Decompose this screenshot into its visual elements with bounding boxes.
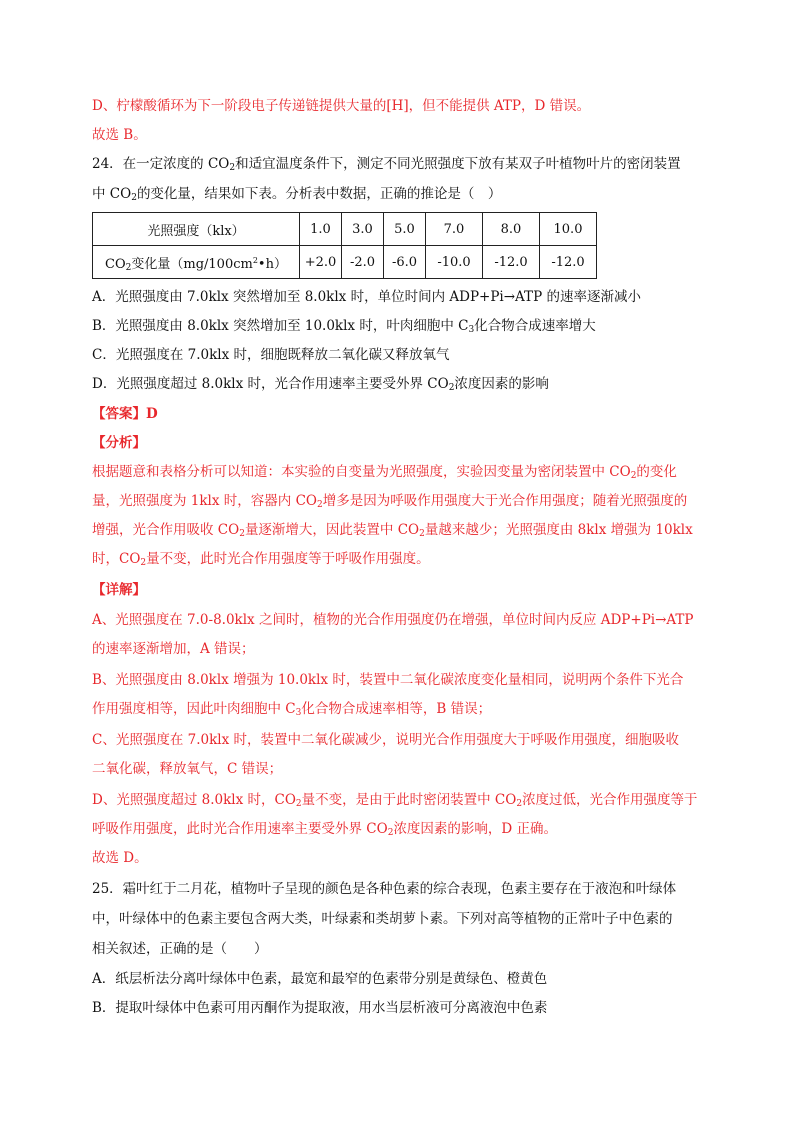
q24-analysis-line4: 时，$CO_2$量不变，此时光合作用强度等于呼吸作用强度。 xyxy=(92,551,430,568)
table-cell: 8.0 xyxy=(483,213,540,246)
table-cell: +2.0 xyxy=(300,246,342,279)
table-row1-label: 光照强度（klx） xyxy=(93,213,300,246)
q24-detail-c1: C、光照强度在 7.0klx 时，装置中二氧化碳减少，说明光合作用强度大于呼吸作用强度，细胞吸收 xyxy=(92,732,679,748)
q24-detail-a1: A、光照强度在 7.0-8.0klx 之间时，植物的光合作用强度仍在增强，单位时间内反应 ADP+Pi→ATP xyxy=(92,612,694,628)
q24-analysis-line1: 根据题意和表格分析可以知道：本实验的自变量为光照强度，实验因变量为密闭装置中 $CO_2$的变化 xyxy=(92,464,677,481)
table-row xyxy=(93,213,597,246)
table-cell: -10.0 xyxy=(426,246,483,279)
q24-detail-b2: 作用强度相等，因此叶肉细胞中 $C_3$化合物合成速率相等，B 错误； xyxy=(92,701,492,718)
q24-detail-d2: 呼吸作用强度，此时光合作用速率主要受外界 $CO_2$浓度因素的影响，D 正确。 xyxy=(92,821,558,838)
table-cell: 1.0 xyxy=(300,213,342,246)
q25-stem-line3: 相关叙述，正确的是（ ） xyxy=(92,941,268,957)
q24-answer: 【答案】D xyxy=(92,406,158,422)
q25-option-a: A．纸层析法分离叶绿体中色素，最宽和最窄的色素带分别是黄绿色、橙黄色 xyxy=(92,971,548,987)
q24-option-b: B．光照强度由 8.0klx 突然增加至 10.0klx 时，叶肉细胞中 $C_3$化合物合成速率增大 xyxy=(92,318,596,335)
q24-detail-c2: 二氧化碳，释放氧气，C 错误； xyxy=(92,761,283,777)
q24-analysis-title: 【分析】 xyxy=(92,435,146,451)
prev-option-d: D、柠檬酸循环为下一阶段电子传递链提供大量的[H]，但不能提供 ATP，D 错误。 xyxy=(92,98,591,114)
q24-option-c: C．光照强度在 7.0klx 时，细胞既释放二氧化碳又释放氧气 xyxy=(92,347,450,363)
q24-analysis-line3: 增强，光合作用吸收 $CO_2$量逐渐增大，因此装置中 $CO_2$量越来越少；光照强度由 8klx 增强为 10klx xyxy=(92,522,693,539)
table-cell: -6.0 xyxy=(384,246,426,279)
q24-detail-d1: D、光照强度超过 8.0klx 时，$CO_2$量不变，是由于此时密闭装置中 $CO_2$浓度过低，光合作用强度等于 xyxy=(92,792,698,809)
table-cell: 3.0 xyxy=(342,213,384,246)
q25-stem-line2: 中，叶绿体中的色素主要包含两大类，叶绿素和类胡萝卜素。下列对高等植物的正常叶子中色素的 xyxy=(92,911,673,927)
q24-stem-line1: 24．在一定浓度的 $CO_2$和适宜温度条件下，测定不同光照强度下放有某双子叶植物叶片的密闭装置 xyxy=(92,156,681,173)
q24-option-a: A．光照强度由 7.0klx 突然增加至 8.0klx 时，单位时间内 ADP+Pi→ATP 的速率逐渐减小 xyxy=(92,289,641,305)
q24-data-table xyxy=(92,212,597,279)
q24-stem-line2: 中 $CO_2$的变化量，结果如下表。分析表中数据，正确的推论是（ ） xyxy=(92,186,502,203)
table-cell: 7.0 xyxy=(426,213,483,246)
q24-analysis-line2: 量，光照强度为 1klx 时，容器内 $CO_2$增多是因为呼吸作用强度大于光合作用强度；随着光照强度的 xyxy=(92,493,688,510)
q24-conclusion: 故选 D。 xyxy=(92,850,148,866)
table-cell: 10.0 xyxy=(540,213,597,246)
q25-stem-line1: 25．霜叶红于二月花，植物叶子呈现的颜色是各种色素的综合表现，色素主要存在于液泡和叶绿体 xyxy=(92,881,677,897)
q24-detail-b1: B、光照强度由 8.0klx 增强为 10.0klx 时，装置中二氧化碳浓度变化量相同，说明两个条件下光合 xyxy=(92,672,684,688)
table-cell: -2.0 xyxy=(342,246,384,279)
table-cell: -12.0 xyxy=(540,246,597,279)
table-row xyxy=(93,246,597,279)
q24-detail-a2: 的速率逐渐增加，A 错误； xyxy=(92,641,255,657)
q24-detail-title: 【详解】 xyxy=(92,582,146,598)
q24-option-d: D．光照强度超过 8.0klx 时，光合作用速率主要受外界 $CO_2$浓度因素的影响 xyxy=(92,376,549,393)
table-row2-label: $CO_2$变化量$(mg/100cm^2•h)$ xyxy=(93,246,300,279)
q25-option-b: B．提取叶绿体中色素可用丙酮作为提取液，用水当层析液可分离液泡中色素 xyxy=(92,1000,548,1016)
table-cell: 5.0 xyxy=(384,213,426,246)
table-cell: -12.0 xyxy=(483,246,540,279)
prev-conclusion: 故选 B。 xyxy=(92,127,147,143)
